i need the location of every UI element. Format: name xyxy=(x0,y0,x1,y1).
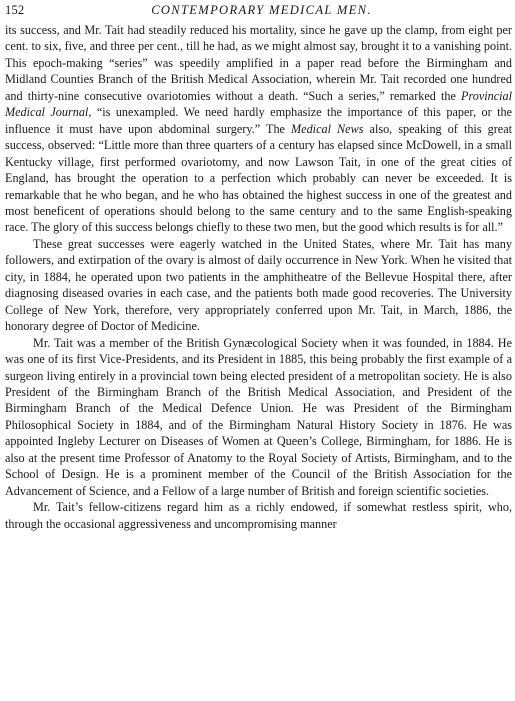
paragraph-2 xyxy=(5,236,512,335)
running-title: CONTEMPORARY MEDICAL MEN. xyxy=(151,3,372,17)
text-run: Mr. Tait was a member of the British Gynæcological Society when it was founded, in 1884. He was one of its first Vice-Presidents, and its President in 1885, this being probably the first example of a surgeon living entirely in a provincial town being elected president of a metropolitan society. He is also President of the Birmingham Branch of the British Medical Association, and President of the Birmingham Branch of the Medical Defence Union. He was President of the Birmingham Philosophical Society in 1884, and of the Birmingham Natural History Society in 1876. He was appointed Ingleby Lecturer on Diseases of Women at Queen’s College, Birmingham, for 1886. He is also at the present time Professor of Anatomy to the Royal Society of Artists, Birmingham, and to the School of Design. He is a prominent member of the Council of the British Association for the Advancement of Science, and a Fellow of a large number of British and foreign scientific societies. xyxy=(5,335,512,498)
text-run: , “is unexampled. We need hardly emphasize the importance of this paper, or the influence it must have upon abdominal surgery.” The xyxy=(5,105,512,136)
page-header xyxy=(5,2,512,20)
paragraph-4 xyxy=(5,499,512,532)
text-run: These great successes were eagerly watched in the United States, where Mr. Tait has many followers, and extirpation of the ovary is almost of daily occurrence in New York. When he visited that city, in 1884, he operated upon two patients in the amphitheatre of the Bellevue Hospital there, after diagnosing diseased ovaries in each case, and the patients both made good recoveries. The University College of New York, therefore, very appropriately conferred upon Mr. Tait, in March, 1886, the honorary degree of Doctor of Medicine. xyxy=(5,236,512,334)
italic-title: Provincial Medical Journal xyxy=(5,88,512,120)
italic-title: Medical News xyxy=(291,121,364,136)
text-run: Mr. Tait’s fellow-citizens regard him as a richly endowed, if somewhat restless spirit, who, through the occasional aggressiveness and uncompromising manner xyxy=(5,500,512,531)
paragraph-3 xyxy=(5,335,512,500)
paragraph-1 xyxy=(5,22,512,236)
text-run: its success, and Mr. Tait had steadily reduced his mortality, since he gave up the clamp, from eight per cent. to six, five, and three per cent., till he had, as we might almost say, brought it to a vanishing point. This epoch-making “series” was speedily amplified in a paper read before the Birmingham and Midland Counties Branch of the British Medical Association, wherein Mr. Tait recorded one hundred and thirty-nine consecutive ovariotomies without a death. “Such a series,” remarked the xyxy=(5,23,512,103)
page-body xyxy=(5,22,512,532)
text-run: also, speaking of this great success, observed: “Little more than three quarters of a century has elapsed since McDowell, in a small Kentucky village, first performed ovariotomy, and now Lawson Tait, in one of the great cities of England, has brought the operation to a perfection which probably can never be exceeded. It is remarkable that he who began, and he who has obtained the highest success in one of the greatest and most beneficent of operations should belong to the same century and to the same English-speaking race. The glory of this success belongs chiefly to these two men, but the good which results is for all.” xyxy=(5,121,513,235)
page-number: 152 xyxy=(5,3,25,17)
